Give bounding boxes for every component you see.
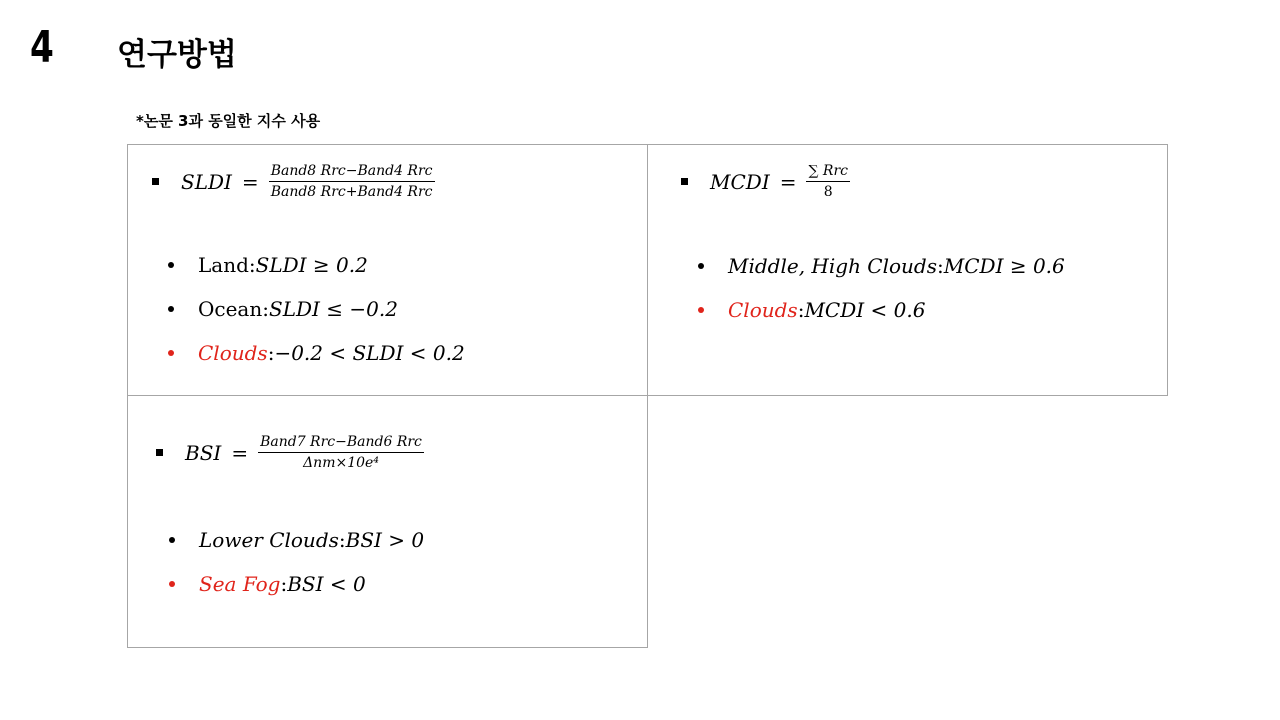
sldi-numerator: Band8 Rrc−Band4 Rrc (269, 163, 435, 182)
list-item (698, 288, 1065, 332)
condition-expression: SLDI ≥ 0.2 (255, 253, 368, 277)
condition-label: Middle, High Clouds (728, 254, 937, 278)
square-bullet-icon (156, 449, 163, 456)
condition-label: Land (198, 253, 249, 277)
condition-label: Ocean (198, 297, 263, 321)
condition-expression: MCDI ≥ 0.6 (943, 254, 1065, 278)
condition-expression: SLDI ≤ −0.2 (269, 297, 398, 321)
mcdi-numerator: ∑ Rrc (806, 163, 850, 182)
condition-separator: : (248, 253, 256, 277)
bullet-icon (169, 581, 175, 587)
square-bullet-icon (681, 178, 688, 185)
condition-separator: : (937, 254, 944, 278)
sldi-cell (127, 144, 648, 396)
mcdi-conditions-list (698, 244, 1065, 332)
condition-separator: : (280, 572, 288, 596)
bsi-conditions-list (169, 518, 424, 606)
sldi-formula (152, 163, 435, 200)
sldi-conditions-list (168, 243, 465, 375)
bsi-cell (127, 395, 648, 648)
mcdi-formula-equals: = (779, 169, 797, 194)
bullet-icon (698, 263, 704, 269)
bullet-icon (168, 306, 174, 312)
list-item (169, 562, 424, 606)
condition-label: Clouds (198, 341, 268, 365)
condition-label: Lower Clouds (199, 528, 339, 552)
condition-expression: −0.2 < SLDI < 0.2 (274, 341, 465, 365)
section-number: 4 (30, 22, 54, 73)
condition-separator: : (797, 298, 805, 322)
bsi-formula-equals: = (231, 440, 249, 465)
mcdi-formula (681, 163, 850, 200)
page-title: 연구방법 (117, 37, 237, 73)
mcdi-fraction (806, 163, 850, 200)
list-item (168, 243, 465, 287)
bsi-fraction (258, 434, 424, 471)
mcdi-formula-lhs: MCDI (710, 169, 770, 194)
sldi-formula-lhs: SLDI (181, 169, 232, 194)
mcdi-cell (647, 144, 1168, 396)
condition-expression: MCDI < 0.6 (804, 298, 926, 322)
sldi-denominator: Band8 Rrc+Band4 Rrc (270, 184, 433, 200)
bullet-icon (168, 350, 174, 356)
condition-label: Clouds (728, 298, 798, 322)
bsi-formula-lhs: BSI (185, 440, 222, 465)
bsi-denominator: Δnm×10e⁴ (303, 455, 379, 471)
condition-expression: BSI > 0 (345, 528, 425, 552)
sldi-fraction (269, 163, 435, 200)
condition-separator: : (262, 297, 269, 321)
list-item (698, 244, 1065, 288)
condition-label: Sea Fog (199, 572, 281, 596)
list-item (169, 518, 424, 562)
page-note: *논문 3과 동일한 지수 사용 (136, 112, 321, 130)
bullet-icon (698, 307, 704, 313)
list-item (168, 287, 465, 331)
condition-expression: BSI < 0 (287, 572, 366, 596)
condition-separator: : (338, 528, 346, 552)
bsi-formula (156, 434, 424, 471)
bullet-icon (169, 537, 175, 543)
condition-separator: : (267, 341, 275, 365)
sldi-formula-equals: = (241, 169, 259, 194)
square-bullet-icon (152, 178, 159, 185)
bsi-numerator: Band7 Rrc−Band6 Rrc (258, 434, 424, 453)
list-item (168, 331, 465, 375)
bullet-icon (168, 262, 174, 268)
mcdi-denominator: 8 (823, 184, 833, 200)
